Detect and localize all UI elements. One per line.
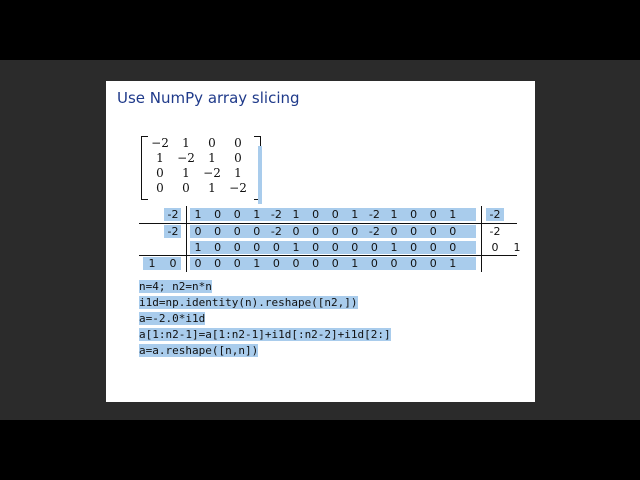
slice-cell: 0 xyxy=(214,241,222,254)
slice-cell: 1 xyxy=(449,257,457,270)
slice-divider xyxy=(481,206,482,272)
slice-trail-value: 1 xyxy=(513,241,521,254)
matrix-cell: 0 xyxy=(208,136,216,150)
code-line-text: i1d=np.identity(n).reshape([n2,]) xyxy=(139,296,358,309)
slice-cell: 0 xyxy=(292,257,300,270)
code-line-text: n=4; n2=n*n xyxy=(139,280,212,293)
matrix-cell: 1 xyxy=(156,151,164,165)
slice-cell: 1 xyxy=(292,208,300,221)
matrix-cell: −2 xyxy=(203,166,221,180)
slice-cell: 0 xyxy=(370,241,378,254)
slice-cell: 1 xyxy=(292,241,300,254)
slice-cell: 1 xyxy=(194,241,202,254)
code-line xyxy=(139,311,391,327)
matrix-cell: 0 xyxy=(156,181,164,195)
slide xyxy=(106,81,535,402)
slice-cell: 0 xyxy=(449,241,457,254)
slice-cell: 0 xyxy=(390,225,398,238)
code-line-text: a[1:n2-1]=a[1:n2-1]+i1d[:n2-2]+i1d[2:] xyxy=(139,328,391,341)
slice-lead-value: 0 xyxy=(169,257,177,270)
code-line xyxy=(139,295,391,311)
code-block xyxy=(139,279,391,359)
matrix-cell: 1 xyxy=(182,166,190,180)
slice-cell: 0 xyxy=(351,225,359,238)
matrix-cell: 0 xyxy=(234,136,242,150)
slice-cell: 0 xyxy=(429,225,437,238)
slice-cell: 0 xyxy=(253,241,261,254)
slice-cell: -2 xyxy=(270,225,282,238)
slice-cell: 0 xyxy=(292,225,300,238)
slice-cell: 0 xyxy=(370,257,378,270)
slice-cell: 0 xyxy=(351,241,359,254)
slice-cell: 0 xyxy=(312,225,320,238)
slide-title: Use NumPy array slicing xyxy=(117,89,300,107)
matrix-cell: −2 xyxy=(177,151,195,165)
matrix-cell: 0 xyxy=(156,166,164,180)
slice-cell: 0 xyxy=(253,225,261,238)
matrix-cell: 1 xyxy=(182,136,190,150)
slice-cell: 0 xyxy=(410,257,418,270)
slice-trail-value: -2 xyxy=(489,225,501,238)
matrix-cell: 1 xyxy=(234,166,242,180)
code-line xyxy=(139,327,391,343)
matrix-cell: 1 xyxy=(208,181,216,195)
slice-cell: 0 xyxy=(429,241,437,254)
slice-trail-value: -2 xyxy=(489,208,501,221)
matrix-cell: −2 xyxy=(229,181,247,195)
matrix-highlight xyxy=(258,146,262,204)
letterbox-top xyxy=(0,0,640,60)
matrix-cell: 0 xyxy=(182,181,190,195)
slice-cell: 0 xyxy=(331,225,339,238)
slice-cell: 0 xyxy=(331,208,339,221)
slice-cell: 0 xyxy=(449,225,457,238)
slice-cell: 0 xyxy=(214,225,222,238)
slice-cell: 0 xyxy=(331,257,339,270)
slice-cell: 1 xyxy=(449,208,457,221)
slice-trail-value: 0 xyxy=(491,241,499,254)
slice-cell: 1 xyxy=(351,208,359,221)
slice-cell: 0 xyxy=(194,225,202,238)
slice-cell: 0 xyxy=(233,208,241,221)
slice-cell: 1 xyxy=(390,241,398,254)
slice-cell: -2 xyxy=(368,225,380,238)
matrix-cell: 1 xyxy=(208,151,216,165)
matrix-cell: −2 xyxy=(151,136,169,150)
slice-rule xyxy=(139,255,517,256)
code-line-text: a=-2.0*i1d xyxy=(139,312,206,325)
slice-cell: 0 xyxy=(194,257,202,270)
slice-cell: 0 xyxy=(429,208,437,221)
slice-cell: 1 xyxy=(253,208,261,221)
slice-lead-value: -2 xyxy=(167,225,179,238)
slice-cell: 1 xyxy=(390,208,398,221)
slice-rule xyxy=(139,223,517,224)
code-line xyxy=(139,279,391,295)
slice-cell: 0 xyxy=(272,257,280,270)
slice-cell: 1 xyxy=(253,257,261,270)
slice-cell: 0 xyxy=(429,257,437,270)
slice-cell: 0 xyxy=(410,208,418,221)
slice-cell: 0 xyxy=(410,241,418,254)
letterbox-bottom xyxy=(0,420,640,480)
slice-cell: 0 xyxy=(312,257,320,270)
slice-cell: 0 xyxy=(233,241,241,254)
slice-cell: 1 xyxy=(194,208,202,221)
slice-cell: 0 xyxy=(233,225,241,238)
slice-cell: 0 xyxy=(312,208,320,221)
slice-cell: 0 xyxy=(214,208,222,221)
slice-cell: 0 xyxy=(410,225,418,238)
slice-cell: -2 xyxy=(270,208,282,221)
code-line-text: a=a.reshape([n,n]) xyxy=(139,344,259,357)
slice-cell: 0 xyxy=(233,257,241,270)
slice-cell: 0 xyxy=(272,241,280,254)
slice-lead-value: 1 xyxy=(148,257,156,270)
slice-cell: 0 xyxy=(331,241,339,254)
slice-cell: 0 xyxy=(214,257,222,270)
slice-divider xyxy=(186,206,187,272)
slice-cell: 0 xyxy=(390,257,398,270)
code-line xyxy=(139,343,391,359)
slice-cell: 1 xyxy=(351,257,359,270)
slice-lead-value: -2 xyxy=(167,208,179,221)
slice-cell: -2 xyxy=(368,208,380,221)
matrix-cell: 0 xyxy=(234,151,242,165)
slice-cell: 0 xyxy=(312,241,320,254)
